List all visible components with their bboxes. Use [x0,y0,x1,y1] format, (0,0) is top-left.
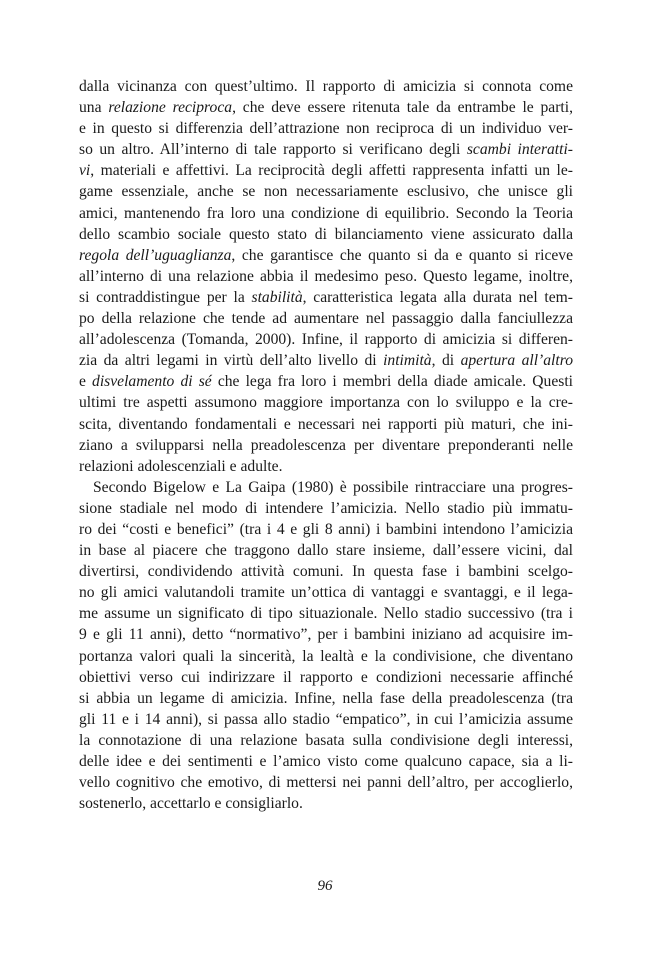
text-line: ziano a svilupparsi nella preadolescenza per diventare preponderanti nelle [79,436,573,454]
text-line: sione stadiale nel modo di intendere l’amicizia. Nello stadio più immatu- [79,499,573,517]
text-line: all’adolescenza (Tomanda, 2000). Infine, il rapporto di amicizia si differen- [79,331,573,349]
text-line: all’interno di una relazione abbia il medesimo peso. Questo legame, inoltre, [79,267,573,285]
text-line: gli 11 e i 14 anni), si passa allo stadio “empatico”, in cui l’amicizia assume [79,710,573,728]
text-line: portanza valori quali la sincerità, la lealtà e la condivisione, che diventano [79,647,573,665]
italic-term: regola dell’uguaglianza [79,246,232,264]
italic-term: disvelamento di sé [92,373,212,391]
text-line: ro dei “costi e benefici” (tra i 4 e gli 8 anni) i bambini intendono l’amicizia [79,520,573,538]
text-line: vello cognitivo che emotivo, di mettersi nei panni dell’altro, per accoglierlo, [79,774,573,792]
italic-term: intimità [383,352,432,370]
text-line: Secondo Bigelow e La Gaipa (1980) è possibile rintracciare una progres- [93,478,573,496]
text-line: so un altro. All’interno di tale rapporto si verificano degli scambi interatti- [79,141,573,159]
italic-term: apertura all’altro [460,352,574,370]
text-line: si contraddistingue per la stabilità, caratteristica legata alla durata nel tem- [79,288,573,306]
text-line: me assume un significato di tipo situazionale. Nello stadio successivo (tra i [79,605,573,623]
text-line: dello scambio sociale questo stato di bilanciamento viene assicurato dalla [79,225,573,243]
text-line: e disvelamento di sé che lega fra loro i membri della diade amicale. Questi [79,373,573,391]
text-line: sostenerlo, accettarlo e consigliarlo. [79,795,303,813]
text-line: scita, diventando fondamentali e necessari nei rapporti più maturi, che ini- [79,415,573,433]
text-line: in base al piacere che traggono dallo stare insieme, dall’essere vicini, dal [79,542,573,560]
page-number: 96 [317,878,333,894]
text-line: obiettivi verso cui indirizzare il rapporto e condizioni necessarie affinché [79,668,573,686]
text-line: una relazione reciproca, che deve essere ritenuta tale da entrambe le parti, [79,99,573,117]
text-line: ultimi tre aspetti assumono maggiore importanza con lo sviluppo e la cre- [79,394,573,412]
text-line: relazioni adolescenziali e adulte. [79,457,283,475]
text-line: la connotazione di una relazione basata sulla condivisione degli interessi, [79,731,573,749]
text-line: no gli amici valutandoli tramite un’ottica di vantaggi e svantaggi, e il lega- [79,584,573,602]
text-line: zia da altri legami in virtù dell’alto livello di intimità, di apertura all’altro [79,352,574,370]
text-line: dalla vicinanza con quest’ultimo. Il rapporto di amicizia si connota come [79,78,573,95]
text-line: regola dell’uguaglianza, che garantisce che quanto si da e quanto si riceve [79,246,574,264]
body-text [79,76,573,814]
italic-term: stabilità [251,288,303,306]
text-line: vi, materiali e affettivi. La reciprocità degli affetti rappresenta infatti un le- [79,162,573,180]
italic-term: scambi interatti- [466,141,573,159]
italic-term: vi [79,162,91,180]
paragraph [79,76,573,477]
text-line: delle idee e dei sentimenti e l’amico visto come qualcuno capace, sia a li- [79,753,573,770]
text-line: po della relazione che tende ad aumentare nel passaggio dalla fanciullezza [79,310,573,328]
text-line: amici, mantenendo fra loro una condizione di equilibrio. Secondo la Teoria [79,204,573,222]
text-line: 9 e gli 11 anni), detto “normativo”, per i bambini iniziano ad acquisire im- [79,626,573,644]
text-line: game essenziale, anche se non necessariamente esclusivo, che unisce gli [79,183,573,201]
italic-term: relazione reciproca [108,99,233,117]
text-line: divertirsi, condividendo attività comuni. In questa fase i bambini scelgo- [79,563,573,581]
paragraph [79,477,573,815]
text-line: si abbia un legame di amicizia. Infine, nella fase della preadolescenza (tra [79,689,573,707]
text-line: e in questo si differenzia dell’attrazione non reciproca di un individuo ver- [79,120,573,138]
